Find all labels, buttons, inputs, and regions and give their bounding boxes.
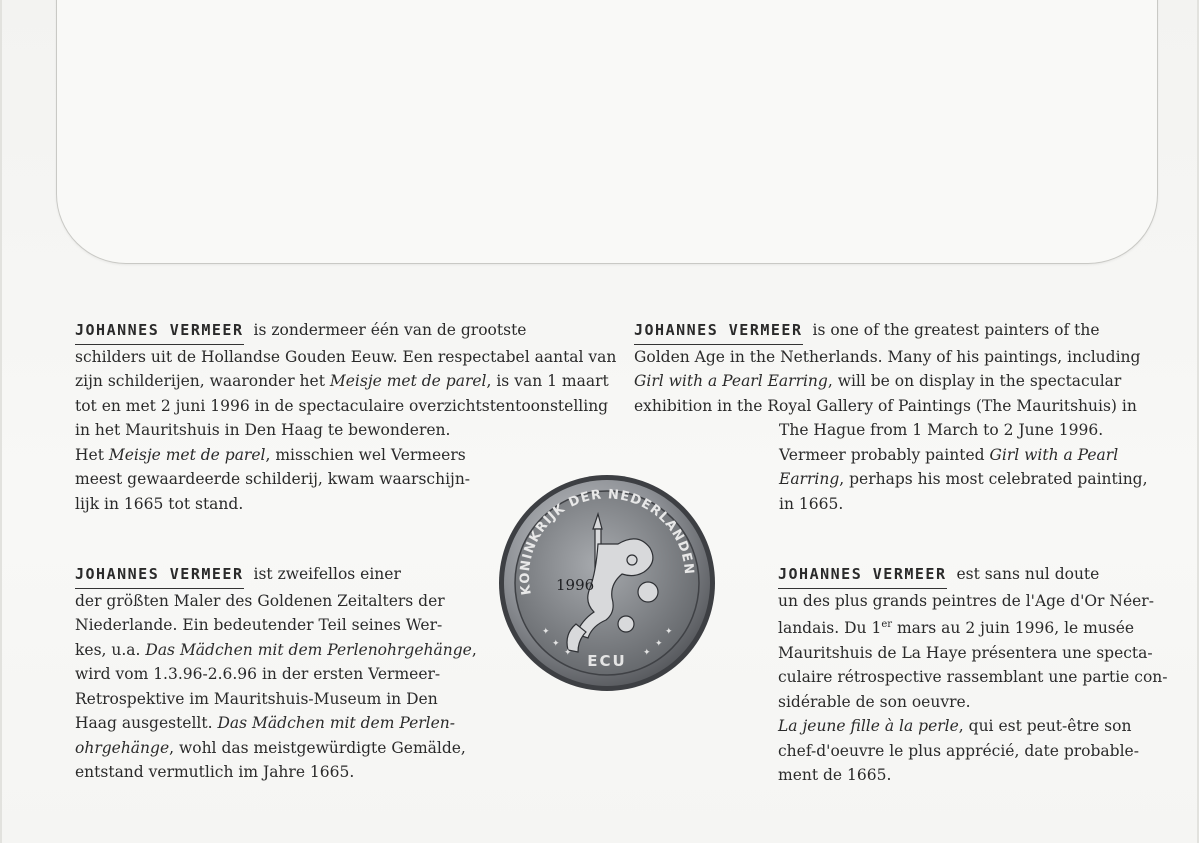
en-line-7: Earring, perhaps his most celebrated painting, [779,470,1148,488]
fr-heading: JOHANNES VERMEER [778,562,947,589]
french-text-block [778,562,1178,788]
de-line-1: JOHANNES VERMEER ist zweifellos einer [75,562,495,589]
coin-year: 1996 [556,576,595,594]
de-line-3: Niederlande. Ein bedeutender Teil seines Wer- [75,616,443,634]
ecu-coin [498,474,716,692]
fr-line-3: landais. Du 1er mars au 2 juin 1996, le musée [778,619,1135,638]
de-line-7: Haag ausgestellt. Das Mädchen mit dem Perlen- [75,714,456,732]
nl-line-8: lijk in 1665 tot stand. [75,494,244,513]
en-line-1: JOHANNES VERMEER is one of the greatest painters of the [634,318,1134,345]
svg-text:✦: ✦ [564,648,572,658]
en-line-4: exhibition in the Royal Gallery of Paintings (The Mauritshuis) in [634,396,1137,415]
fr-line-7: La jeune fille à la perle, qui est peut-être son [778,717,1132,736]
coin-denomination: ECU [587,652,627,670]
de-line-9: entstand vermutlich im Jahre 1665. [75,763,355,781]
envelope-left-edge [0,0,2,843]
fr-line-5: culaire rétrospective rassemblant une partie con- [778,668,1168,687]
svg-text:✦: ✦ [542,627,550,637]
en-line-5: The Hague from 1 March to 2 June 1996. [779,421,1104,439]
en-line-2: Golden Age in the Netherlands. Many of his paintings, including [634,347,1141,366]
nl-heading: JOHANNES VERMEER [75,318,244,345]
en-line-8: in 1665. [779,494,844,513]
fr-line-4: Mauritshuis de La Haye présentera une specta- [778,643,1153,662]
german-text-block [75,562,495,785]
fr-line-9: ment de 1665. [778,766,892,785]
fr-line-1: JOHANNES VERMEER est sans nul doute [778,562,1178,589]
envelope-flap [56,0,1158,264]
de-line-4: kes, u.a. Das Mädchen mit dem Perlenohrgehänge, [75,640,477,659]
nl-line-4: tot en met 2 juni 1996 in de spectaculaire overzichtstentoonstelling [75,396,609,415]
en-heading: JOHANNES VERMEER [634,318,803,345]
de-heading: JOHANNES VERMEER [75,562,244,589]
en-line-3: Girl with a Pearl Earring, will be on display in the spectacular [634,372,1122,390]
nl-line-6: Het Meisje met de parel, misschien wel Vermeers [75,445,466,464]
fr-line-2: un des plus grands peintres de l'Age d'Or Néer- [778,591,1154,610]
nl-line-5: in het Mauritshuis in Den Haag te bewonderen. [75,421,451,439]
svg-text:✦: ✦ [655,639,663,649]
de-line-8: ohrgehänge, wohl das meistgewürdigte Gemälde, [75,738,466,757]
nl-line-7: meest gewaardeerde schilderij, kwam waarschijn- [75,470,471,488]
de-line-2: der größten Maler des Goldenen Zeitalters der [75,591,445,610]
coin-legend: KONINKRIJK DER NEDERLANDEN [517,487,697,596]
de-line-5: wird vom 1.3.96-2.6.96 in der ersten Vermeer- [75,665,441,683]
coin-svg [498,474,716,692]
svg-text:✦: ✦ [643,648,651,658]
nl-line-2: schilders uit de Hollandse Gouden Eeuw. Een respectabel aantal van [75,347,617,366]
svg-text:✦: ✦ [552,639,560,649]
de-line-6: Retrospektive im Mauritshuis-Museum in Den [75,689,438,708]
fr-line-8: chef-d'oeuvre le plus apprécié, date probable- [778,741,1139,760]
svg-text:✦: ✦ [665,627,673,637]
nl-line-3: zijn schilderijen, waaronder het Meisje met de parel, is van 1 maart [75,372,609,390]
fr-line-6: sidérable de son oeuvre. [778,692,971,711]
nl-line-1: JOHANNES VERMEER is zondermeer één van de grootste [75,318,595,345]
en-line-6: Vermeer probably painted Girl with a Pearl [779,445,1119,464]
